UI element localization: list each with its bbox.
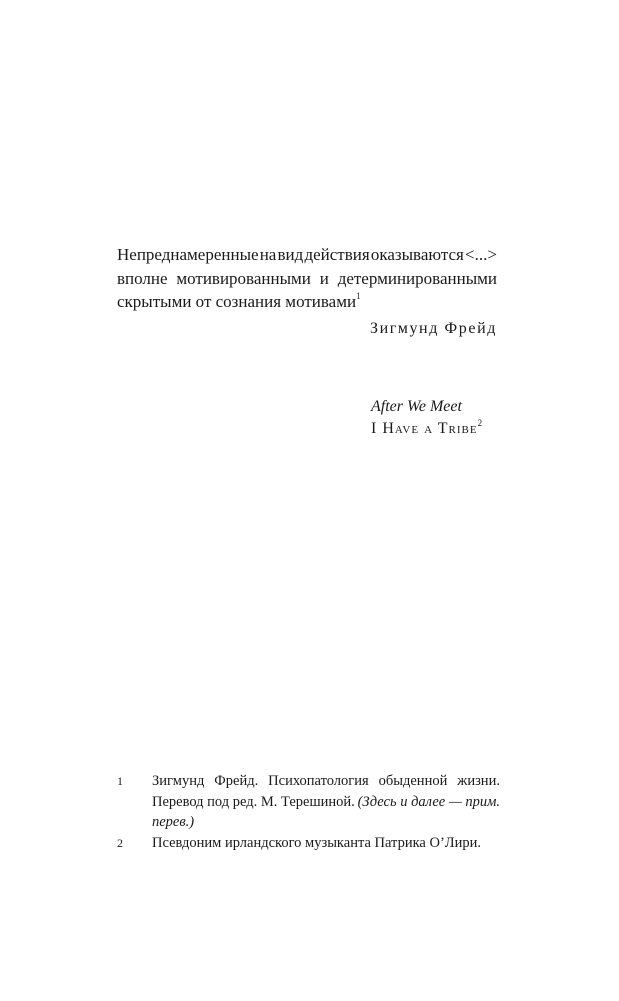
epigraph-freud: [117, 243, 497, 340]
footnote-ref-2[interactable]: 2: [477, 417, 484, 428]
footnote-1-line-3: перев.): [152, 814, 195, 830]
song-title: After We Meet: [371, 398, 462, 415]
quote-line-1: Непреднамеренные на вид действия оказываются <...>: [117, 245, 497, 264]
epigraph-song: [371, 396, 511, 440]
footnote-2-text: Псевдоним ирландского музыканта Патрика О’Лири.: [152, 834, 481, 851]
footnote-2: [117, 833, 500, 854]
footnote-number: 2: [117, 835, 123, 850]
quote-line-2: вполне мотивированными и детерминированными: [117, 268, 497, 288]
footnote-ref-1[interactable]: 1: [356, 291, 361, 302]
footnote-number: 1: [117, 774, 123, 788]
footnotes: [117, 771, 500, 853]
quote-line-3: скрытыми от сознания мотивами$^1$: [117, 291, 361, 311]
footnote-1: [117, 771, 500, 833]
footnote-1-line-2: Перевод под ред. М. Терешиной. (Здесь и далее — прим.: [152, 793, 500, 810]
band-name: I Have a Tribe$^2$: [371, 417, 484, 437]
epigraph-author: Зигмунд Фрейд: [369, 319, 497, 337]
footnote-1-line-1: Зигмунд Фрейд. Психопатология обыденной жизни.: [152, 773, 500, 789]
epigraph-quote: [117, 243, 497, 314]
